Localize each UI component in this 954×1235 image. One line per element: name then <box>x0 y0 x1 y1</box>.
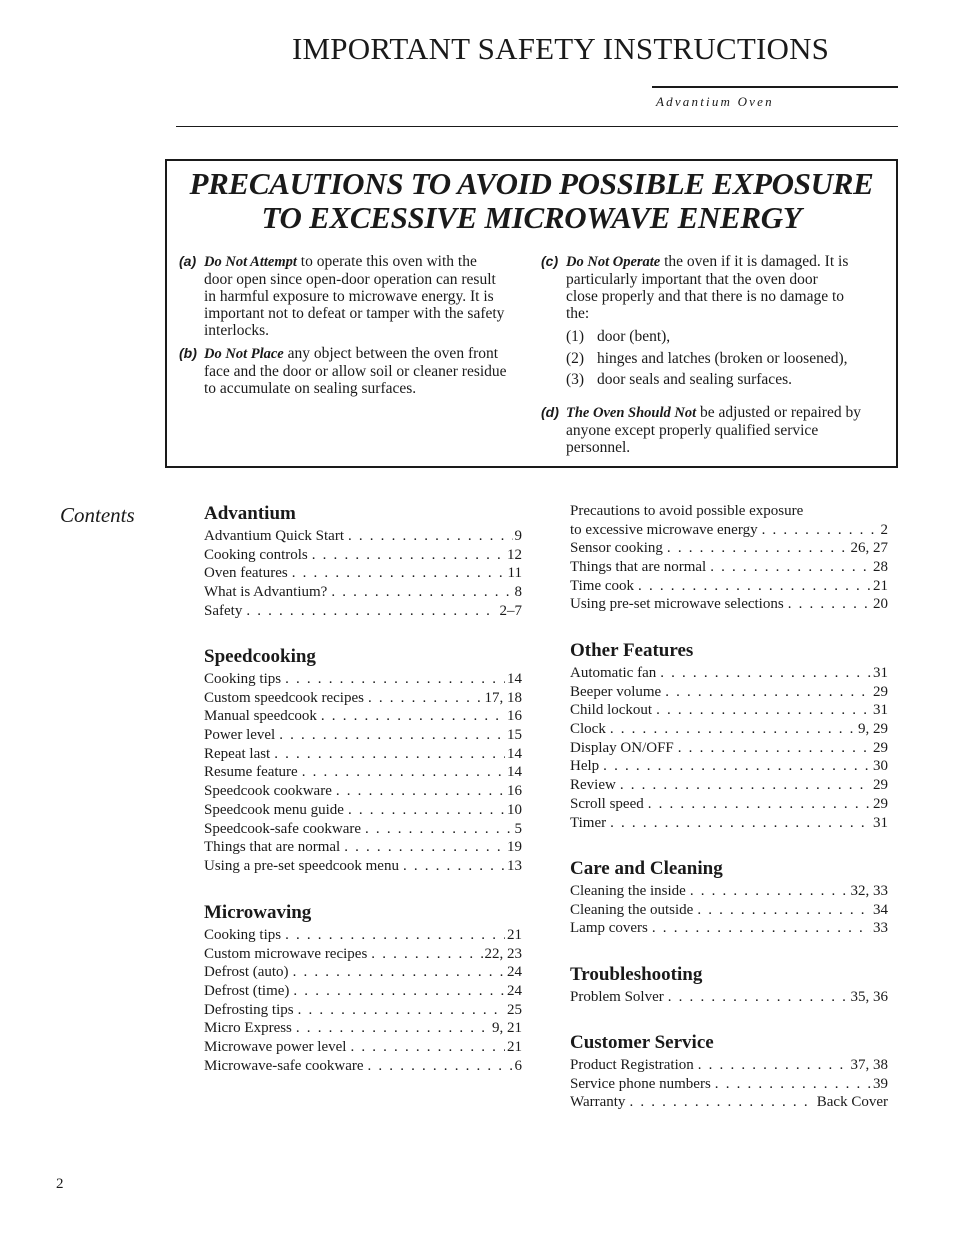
toc-entry-title: Cooking tips <box>204 671 282 687</box>
toc-entry-page: 8 <box>514 584 522 601</box>
precaution-label: (a) <box>179 253 197 269</box>
precautions-title <box>167 167 896 235</box>
toc-entry-page: 21 <box>507 927 522 943</box>
toc-entry-title: Child lockout <box>570 702 653 719</box>
toc-entry <box>570 683 888 702</box>
toc-entry-page: 16 <box>507 708 522 725</box>
toc-entry <box>204 838 522 857</box>
toc-entry-title: Defrost (time) <box>204 983 290 1000</box>
toc-entry-page: 13 <box>507 857 522 874</box>
toc-entry <box>570 814 888 833</box>
toc-entry-title: Cleaning the outside <box>570 901 694 918</box>
toc-entry-title: Speedcook menu guide <box>204 801 344 818</box>
toc-entry-title: Cooking controls <box>204 546 308 563</box>
toc-leader-dots <box>648 795 871 814</box>
subtitle-rule <box>652 86 898 88</box>
toc-entry <box>204 801 522 820</box>
toc-entry <box>570 776 888 795</box>
toc-entry <box>204 602 522 621</box>
toc-entry-page: 35, 36 <box>850 989 888 1005</box>
toc-entry-page: 16 <box>507 783 522 800</box>
toc-leader-dots <box>403 857 505 876</box>
toc-entry-title: Repeat last <box>204 745 271 762</box>
toc-entry <box>570 701 888 720</box>
toc-entry-page: 34 <box>873 901 888 918</box>
toc-leader-dots <box>368 689 483 708</box>
toc-leader-dots <box>603 757 871 776</box>
toc-leader-dots <box>668 988 849 1007</box>
precaution-lead: The Oven Should Not <box>566 405 697 421</box>
toc-entry-title: Defrost (auto) <box>204 964 289 981</box>
toc-entries <box>204 670 522 876</box>
toc-entry-title: Problem Solver <box>570 989 664 1005</box>
toc-entry-page: 10 <box>507 801 522 818</box>
toc-entry-title: Microwave-safe cookware <box>204 1057 364 1074</box>
toc-leader-dots <box>331 583 512 602</box>
toc-leader-dots <box>762 521 879 540</box>
toc-entry-page: 29 <box>873 739 888 756</box>
precaution-b <box>179 345 507 397</box>
toc-entry <box>570 1056 888 1075</box>
toc-entry-page: 39 <box>873 1075 888 1092</box>
toc-entry-page: 28 <box>873 559 888 576</box>
page-title: IMPORTANT SAFETY INSTRUCTIONS <box>292 31 830 66</box>
toc-leader-dots <box>697 901 871 920</box>
toc-entry <box>204 546 522 565</box>
toc-entry <box>204 564 522 583</box>
toc-entry-page: 6 <box>514 1057 522 1074</box>
toc-leader-dots <box>715 1075 871 1094</box>
toc-leader-dots <box>665 683 871 702</box>
toc-entry <box>204 726 522 745</box>
toc-leader-dots <box>292 564 506 583</box>
toc-entry-page: 19 <box>507 839 522 856</box>
toc-entry <box>570 901 888 920</box>
toc-entry-page: 9 <box>514 528 522 544</box>
toc-entry <box>570 577 888 596</box>
toc-entry-page: 22, 23 <box>484 945 522 962</box>
toc-leader-dots <box>246 602 497 621</box>
damage-list <box>566 326 886 391</box>
page-subtitle: Advantium Oven <box>656 94 774 109</box>
toc-entry-page: 20 <box>873 596 888 613</box>
toc-entry <box>570 539 888 558</box>
contents-label: Contents <box>60 503 135 527</box>
toc-leader-dots <box>620 776 871 795</box>
toc-entry-title: Microwave power level <box>204 1039 347 1056</box>
toc-leader-dots <box>638 577 871 596</box>
toc-entry <box>570 720 888 739</box>
toc-entry-page: 25 <box>507 1001 522 1018</box>
toc-section-advantium <box>204 502 522 620</box>
precautions-title-line-2: TO EXCESSIVE MICROWAVE ENERGY <box>261 200 802 235</box>
toc-entries <box>570 882 888 938</box>
toc-entry-title: Sensor cooking <box>570 540 663 557</box>
toc-leader-dots <box>698 1056 849 1075</box>
damage-list-item: (2) hinges and latches (broken or loosened), <box>566 349 848 367</box>
precaution-lead: Do Not Operate <box>566 254 661 270</box>
toc-entry-page: 26, 27 <box>850 540 888 557</box>
toc-entry-page: 33 <box>873 920 888 937</box>
toc-entries <box>570 988 888 1007</box>
toc-section-title: Advantium <box>204 503 296 524</box>
toc-entries <box>570 664 888 832</box>
toc-entry <box>204 1038 522 1057</box>
toc-entry-page: 11 <box>507 565 522 582</box>
toc-entry-title: Power level <box>204 727 276 744</box>
toc-entry-title: Things that are normal <box>570 559 707 576</box>
toc-entry <box>204 670 522 689</box>
toc-leader-dots <box>336 782 505 801</box>
toc-entry-title: Product Registration <box>570 1057 694 1073</box>
toc-leader-dots <box>296 1019 490 1038</box>
toc-leader-dots <box>279 726 505 745</box>
toc-entry-page: 9, 29 <box>858 721 888 738</box>
toc-entry <box>204 763 522 782</box>
toc-entry <box>570 988 888 1007</box>
toc-leader-dots <box>298 1001 505 1020</box>
toc-leader-dots <box>365 820 512 839</box>
toc-entry-page: 5 <box>514 820 522 837</box>
toc-entry <box>570 1075 888 1094</box>
precaution-d <box>541 404 881 456</box>
toc-leader-dots <box>293 982 505 1001</box>
toc-section-care-cleaning <box>570 857 888 938</box>
toc-entries <box>570 521 888 614</box>
toc-entry-page: 31 <box>873 702 888 719</box>
toc-entry <box>204 1019 522 1038</box>
toc-entry <box>204 527 522 546</box>
precaution-c <box>541 253 886 391</box>
toc-leader-dots <box>371 945 482 964</box>
toc-entry-title: Warranty <box>570 1094 626 1111</box>
precaution-label: (d) <box>541 404 559 420</box>
toc-entry-title: Review <box>570 777 616 794</box>
toc-entry-title: Custom speedcook recipes <box>204 689 364 706</box>
precaution-text: the oven if it is damaged. It is particularly important that the oven door close properly and that there is no damage to the: <box>566 253 849 322</box>
toc-entry-page: 15 <box>507 727 522 744</box>
toc-section-troubleshooting <box>570 963 888 1007</box>
toc-entry <box>204 745 522 764</box>
toc-leader-dots <box>788 595 871 614</box>
toc-entry-page: 14 <box>507 745 522 762</box>
precaution-label: (c) <box>541 253 559 269</box>
toc-entry-title: Lamp covers <box>570 920 648 937</box>
toc-entry-title: Cooking tips <box>204 927 282 943</box>
toc-entry-page: 14 <box>507 764 522 781</box>
toc-leader-dots <box>710 558 871 577</box>
toc-entry-title: Micro Express <box>204 1020 292 1037</box>
toc-entry-page: 2–7 <box>499 602 522 619</box>
precautions-title-line-1: PRECAUTIONS TO AVOID POSSIBLE EXPOSURE <box>189 166 874 201</box>
precaution-lead: Do Not Place <box>204 346 284 362</box>
toc-entry-title: Help <box>570 758 600 775</box>
toc-leader-dots <box>350 1038 505 1057</box>
toc-entry-page: Back Cover <box>816 1094 888 1111</box>
toc-entry-page: 9, 21 <box>492 1020 522 1037</box>
toc-leader-dots <box>610 814 871 833</box>
toc-entry <box>204 689 522 708</box>
toc-leader-dots <box>321 707 505 726</box>
toc-entry-page: 31 <box>873 814 888 831</box>
toc-entry <box>570 558 888 577</box>
toc-entry-page: 17, 18 <box>484 689 522 706</box>
toc-entry-title: Manual speedcook <box>204 708 317 725</box>
toc-entry-title: Defrosting tips <box>204 1001 294 1018</box>
damage-list-item: (3) door seals and sealing surfaces. <box>566 371 792 388</box>
toc-entry-title: Beeper volume <box>570 683 662 700</box>
toc-entry-title: Things that are normal <box>204 839 341 856</box>
toc-entry-title: Service phone numbers <box>570 1075 711 1092</box>
toc-section-title: Customer Service <box>570 1032 714 1053</box>
toc-entry <box>204 583 522 602</box>
toc-entry <box>204 782 522 801</box>
toc-entry-title: Display ON/OFF <box>570 739 674 756</box>
toc-entry-title: Clock <box>570 721 606 738</box>
toc-entry-page: 14 <box>507 671 522 687</box>
header-divider <box>176 126 898 127</box>
toc-entry <box>204 857 522 876</box>
toc-section-title: Care and Cleaning <box>570 858 723 879</box>
toc-entry-title: Cleaning the inside <box>570 883 686 899</box>
toc-leader-dots <box>348 527 513 546</box>
toc-entry <box>204 707 522 726</box>
toc-entry-text: Precautions to avoid possible exposure <box>570 503 804 519</box>
toc-entry-page: 29 <box>873 683 888 700</box>
toc-leader-dots <box>652 919 871 938</box>
toc-entry-title: Using a pre-set speedcook menu <box>204 857 399 874</box>
toc-entry-page: 2 <box>880 521 888 538</box>
precautions-box <box>165 159 898 468</box>
toc-entry-title: Timer <box>570 814 607 831</box>
toc-leader-dots <box>368 1057 513 1076</box>
toc-leader-dots <box>667 539 849 558</box>
precaution-text: to operate this oven with the door open since open-door operation can result in harmful exposure to microwave energy. It is important not to defeat or tamper with the safety interlocks. <box>204 253 505 339</box>
toc-entry <box>204 1001 522 1020</box>
toc-section-title: Other Features <box>570 640 694 661</box>
toc-entry-title: Safety <box>204 602 243 619</box>
toc-entry <box>570 1093 888 1112</box>
toc-entry-page: 12 <box>507 546 522 563</box>
toc-entry <box>204 963 522 982</box>
toc-leader-dots <box>302 763 505 782</box>
page-number: 2 <box>56 1176 64 1192</box>
toc-entry-page: 21 <box>873 577 888 594</box>
toc-entry <box>570 919 888 938</box>
toc-leader-dots <box>678 739 871 758</box>
toc-entry <box>204 982 522 1001</box>
toc-entry <box>570 664 888 683</box>
toc-entries <box>204 926 522 1076</box>
toc-section-microwaving <box>204 901 522 1076</box>
precaution-label: (b) <box>179 345 197 361</box>
toc-leader-dots <box>629 1093 814 1112</box>
toc-entry-title: Scroll speed <box>570 795 644 812</box>
toc-entry-title: Speedcook cookware <box>204 783 332 800</box>
toc-leader-dots <box>660 664 871 683</box>
toc-entry-title: Automatic fan <box>570 665 657 681</box>
toc-leader-dots <box>285 926 505 945</box>
toc-entry <box>570 595 888 614</box>
toc-leader-dots <box>348 801 505 820</box>
toc-section-title: Speedcooking <box>204 646 316 667</box>
toc-leader-dots <box>610 720 856 739</box>
toc-entry-page: 24 <box>507 983 522 1000</box>
toc-entry-title: Speedcook-safe cookware <box>204 820 362 837</box>
toc-entry-title: to excessive microwave energy <box>570 521 758 538</box>
toc-entry <box>204 1057 522 1076</box>
toc-leader-dots <box>344 838 505 857</box>
toc-entry-page: 37, 38 <box>850 1057 888 1073</box>
toc-entry-title: Custom microwave recipes <box>204 945 368 962</box>
toc-section-customer-service <box>570 1031 888 1112</box>
damage-list-item: (1) door (bent), <box>566 328 671 345</box>
toc-entry <box>570 521 888 540</box>
toc-section-speedcooking <box>204 645 522 876</box>
toc-entry <box>570 757 888 776</box>
precaution-a <box>179 253 507 339</box>
toc-leader-dots <box>312 546 505 565</box>
toc-entry-page: 30 <box>873 758 888 775</box>
toc-entry-page: 31 <box>873 665 888 681</box>
toc-entries <box>204 527 522 620</box>
precaution-lead: Do Not Attempt <box>204 254 297 270</box>
toc-entry-page: 21 <box>507 1039 522 1056</box>
toc-entry <box>570 795 888 814</box>
precaution-text: be adjusted or repaired by anyone except properly qualified service personnel. <box>566 404 861 456</box>
toc-entry <box>570 739 888 758</box>
toc-entry-title: Oven features <box>204 565 288 582</box>
toc-section-other-features <box>570 639 888 832</box>
toc-leader-dots <box>656 701 871 720</box>
toc-entry-page: 29 <box>873 795 888 812</box>
toc-leader-dots <box>293 963 505 982</box>
toc-entry-page: 32, 33 <box>850 883 888 899</box>
toc-entry-title: Time cook <box>570 577 635 594</box>
toc-entry <box>570 882 888 901</box>
toc-leader-dots <box>274 745 505 764</box>
toc-entry <box>204 945 522 964</box>
toc-section-title: Troubleshooting <box>570 964 703 985</box>
toc-entry-title: Advantium Quick Start <box>204 528 344 544</box>
toc-section-microwave-misc <box>570 502 888 614</box>
toc-section-title: Microwaving <box>204 902 312 923</box>
toc-entry-title: Resume feature <box>204 764 298 781</box>
toc-entry-page: 24 <box>507 964 522 981</box>
toc-entry-page: 29 <box>873 777 888 794</box>
toc-entry <box>204 820 522 839</box>
toc-entries <box>570 1056 888 1112</box>
precaution-text: any object between the oven front face and the door or allow soil or cleaner residue to accumulate on sealing surfaces. <box>204 345 507 397</box>
toc-entry-title: What is Advantium? <box>204 584 328 601</box>
toc-leader-dots <box>690 882 849 901</box>
toc-entry-title: Using pre-set microwave selections <box>570 596 784 613</box>
toc-leader-dots <box>285 670 505 689</box>
toc-entry <box>204 926 522 945</box>
